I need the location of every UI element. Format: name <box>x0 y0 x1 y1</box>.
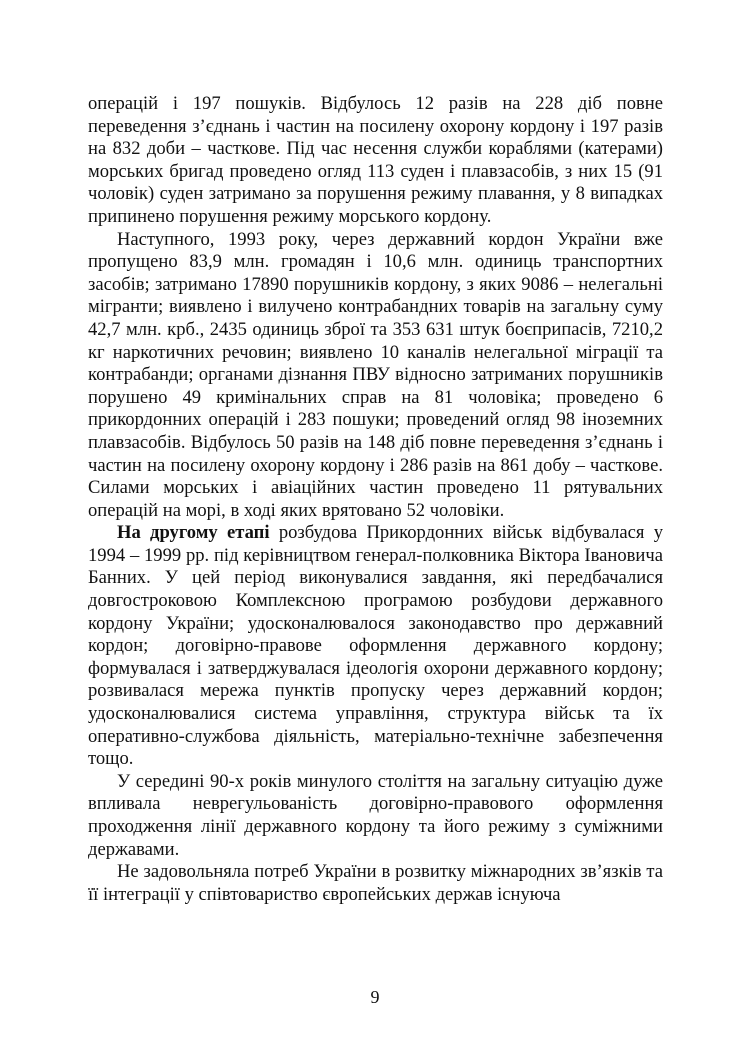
paragraph-5-text: Не задовольняла потреб України в розвитку міжнародних зв’язків та її інтеграції у співтовариство європейських держав існуюча <box>88 861 663 905</box>
paragraph-2 <box>88 229 663 523</box>
paragraph-5 <box>88 861 663 906</box>
paragraph-4 <box>88 771 663 861</box>
paragraph-1-text: операцій і 197 пошуків. Відбулось 12 разів на 228 діб повне переведення з’єднань і частин на посилену охорону кордону і 197 разів на 832 доби – часткове. Під час несення служби кораблями (катерами) морських бригад проведено огляд 113 суден і плавзасобів, з них 15 (91 чоловік) суден затримано за порушення режиму плавання, у 8 випадках припинено порушення режиму морського кордону. <box>88 93 663 227</box>
page-body <box>88 93 663 906</box>
page-number: 9 <box>370 987 380 1007</box>
paragraph-3-bold-lead: На другому етапі <box>117 522 270 544</box>
paragraph-1 <box>88 93 663 229</box>
paragraph-3 <box>88 522 663 771</box>
paragraph-3-text: розбудова Прикордонних військ відбувалася у 1994 – 1999 рр. під керівництвом генерал-полковника Віктора Івановича Банних. У цей період виконувалися завдання, які передбачалися довгостроковою Комплексною програмою розбудови державного кордону України; удосконалювалося законодавство про державний кордон; договірно-правове оформлення державного кордону; формувалася і затверджувалася ідеологія охорони державного кордону; розвивалася мережа пунктів пропуску через державний кордон; удосконалювалися система управління, структура військ та їх оперативно-службова діяльність, матеріально-технічне забезпечення тощо. <box>88 522 663 770</box>
paragraph-4-text: У середині 90-х років минулого століття на загальну ситуацію дуже впливала неврегульованість договірно-правового оформлення проходження лінії державного кордону та його режиму з суміжними державами. <box>88 770 663 860</box>
paragraph-2-text: Наступного, 1993 року, через державний кордон України вже пропущено 83,9 млн. громадян і 10,6 млн. одиниць транспортних засобів; затримано 17890 порушників кордону, з яких 9086 – нелегальні мігранти; виявлено і вилучено контрабандних товарів на загальну суму 42,7 млн. крб., 2435 одиниць зброї та 353 631 штук боєприпасів, 7210,2 кг наркотичних речовин; виявлено 10 каналів нелегальної міграції та контрабанди; органами дізнання ПВУ відносно затриманих порушників порушено 49 кримінальних справ на 81 чоловіка; проведено 6 прикордонних операцій і 283 пошуки; проведений огляд 98 іноземних плавзасобів. Відбулось 50 разів на 148 діб повне переведення з’єднань і частин на посилену охорону кордону і 286 разів на 861 добу – часткове. Силами морських і авіаційних частин проведено 11 рятувальних операцій на морі, в ході яких врятовано 52 чоловіки. <box>88 228 663 521</box>
